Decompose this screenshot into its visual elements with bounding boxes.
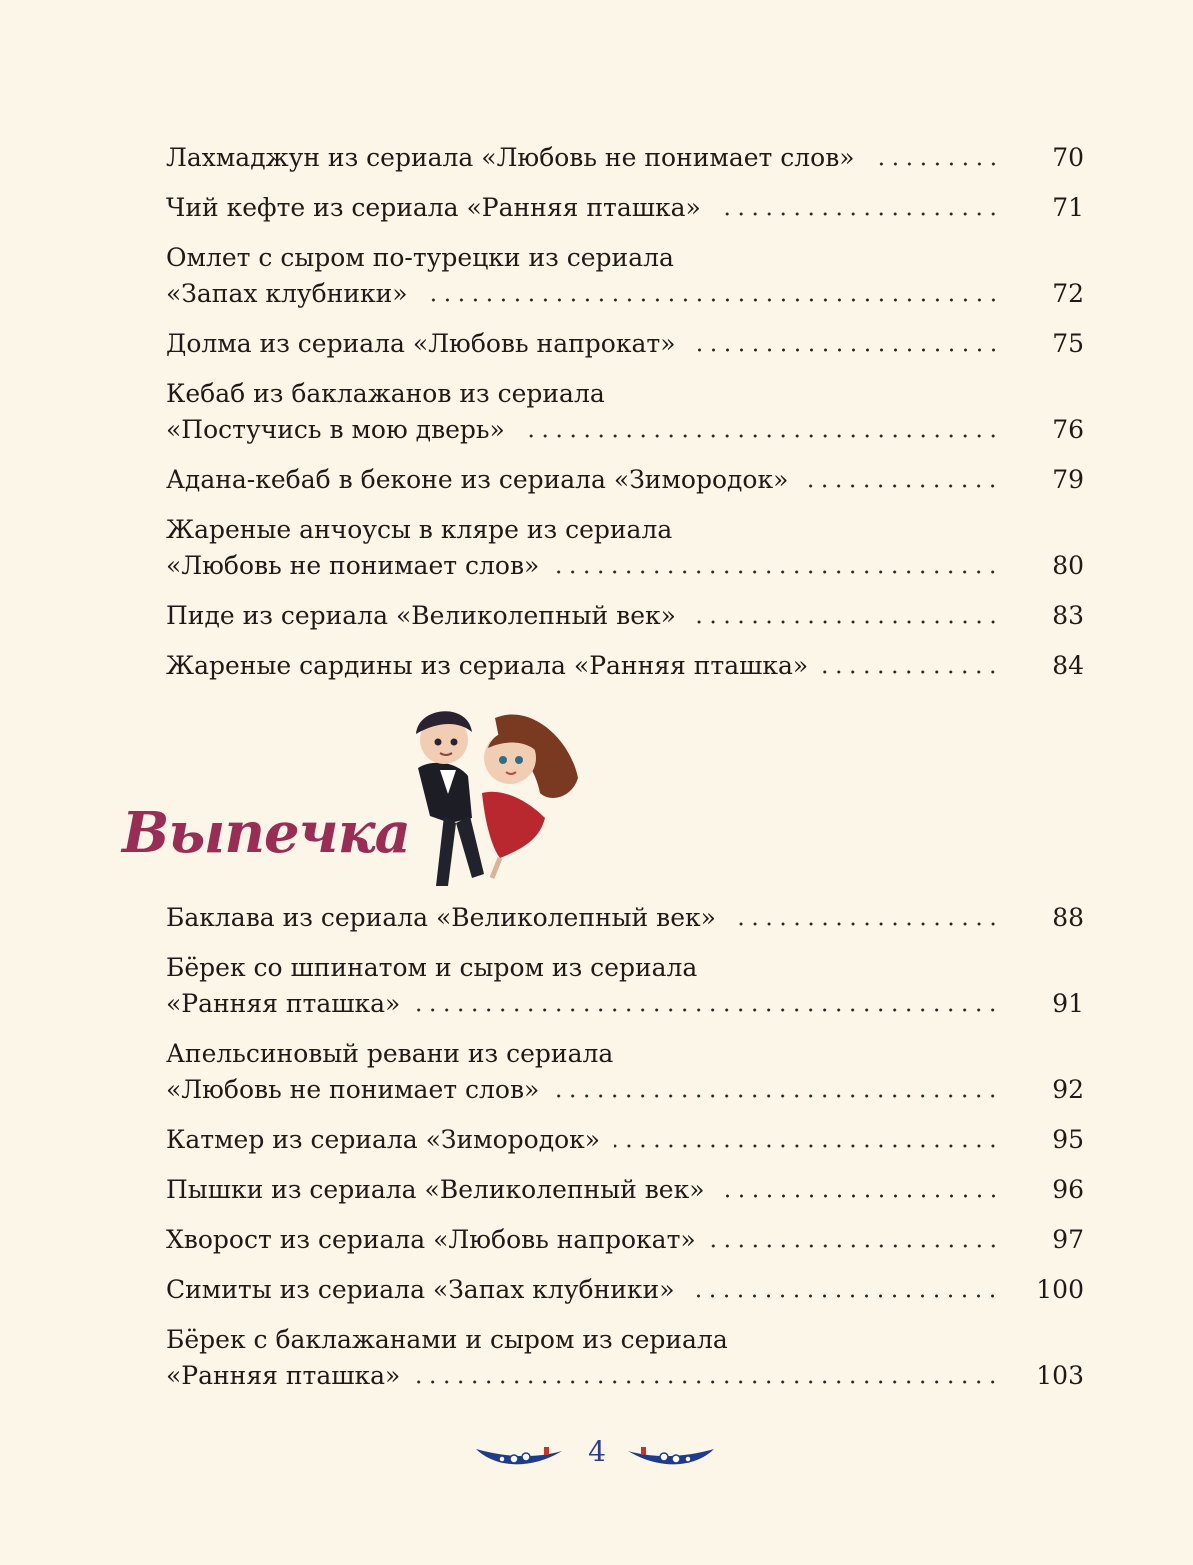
- toc-entry-title: «Любовь не понимает слов»: [166, 551, 540, 580]
- toc-entry-title: Пиде из сериала «Великолепный век»: [166, 601, 676, 630]
- toc-entry: [166, 1272, 1084, 1308]
- left-ornament-icon: [474, 1441, 566, 1471]
- toc-entry: [166, 512, 1084, 584]
- toc-entry-page: 71: [1052, 193, 1084, 222]
- dot-leader: [688, 1294, 1000, 1298]
- toc-entry: [166, 190, 1084, 226]
- toc-entry: [166, 900, 1084, 936]
- toc-entry-page: 83: [1052, 601, 1084, 630]
- toc-entry: [166, 326, 1084, 362]
- toc-entry-page: 84: [1052, 651, 1084, 680]
- toc-entry-title: Катмер из сериала «Зимородок»: [166, 1125, 601, 1154]
- toc-entry-title: Адана-кебаб в беконе из сериала «Зимородок»: [166, 465, 789, 494]
- toc-entry: [166, 140, 1084, 176]
- right-ornament-icon: [624, 1441, 716, 1471]
- toc-entry-page: 72: [1052, 279, 1084, 308]
- toc-entry-title: «Ранняя пташка»: [166, 1361, 401, 1390]
- dot-leader: [730, 922, 1000, 926]
- section-title: Выпечка: [122, 800, 410, 866]
- toc-entry: [166, 1172, 1084, 1208]
- toc-entry: [166, 1222, 1084, 1258]
- toc-entry-title: Пышки из сериала «Великолепный век»: [166, 1175, 705, 1204]
- toc-list-top: [166, 140, 1084, 698]
- dot-leader: [553, 1094, 1000, 1098]
- toc-entry-title: Жареные анчоусы в кляре из сериала: [166, 515, 673, 544]
- toc-entry-page: 91: [1052, 989, 1084, 1018]
- toc-entry-title: Бёрек со шпинатом и сыром из сериала: [166, 953, 698, 982]
- page-footer: [0, 1435, 1193, 1475]
- dot-leader: [719, 1194, 1000, 1198]
- page-number: 4: [588, 1435, 606, 1468]
- toc-entry-page: 95: [1052, 1125, 1084, 1154]
- dot-leader: [553, 570, 1000, 574]
- dancing-couple-illustration: [400, 698, 590, 894]
- toc-entry-page: 70: [1052, 143, 1084, 172]
- toc-entry-page: 92: [1052, 1075, 1084, 1104]
- dot-leader: [614, 1144, 1000, 1148]
- toc-list-bottom: [166, 900, 1084, 1408]
- toc-entry-title: Лахмаджун из сериала «Любовь не понимает слов»: [166, 143, 855, 172]
- dot-leader: [519, 434, 1000, 438]
- dot-leader: [422, 298, 1000, 302]
- toc-entry-title: Омлет с сыром по-турецки из сериала: [166, 243, 674, 272]
- toc-entry: [166, 240, 1084, 312]
- toc-entry-title: Симиты из сериала «Запах клубники»: [166, 1275, 675, 1304]
- toc-entry-page: 96: [1052, 1175, 1084, 1204]
- toc-entry-title: Кебаб из баклажанов из сериала: [166, 379, 605, 408]
- dot-leader: [414, 1380, 1000, 1384]
- toc-entry-title: «Любовь не понимает слов»: [166, 1075, 540, 1104]
- toc-entry-title: Жареные сардины из сериала «Ранняя пташка»: [166, 651, 809, 680]
- toc-entry: [166, 598, 1084, 634]
- toc-entry-page: 88: [1052, 903, 1084, 932]
- toc-entry: [166, 376, 1084, 448]
- toc-entry-title: «Постучись в мою дверь»: [166, 415, 505, 444]
- toc-entry-page: 79: [1052, 465, 1084, 494]
- dot-leader: [869, 162, 1000, 166]
- dot-leader: [710, 1244, 1000, 1248]
- toc-entry: [166, 1122, 1084, 1158]
- toc-entry-title: Апельсиновый ревани из сериала: [166, 1039, 614, 1068]
- toc-entry-title: Хворост из сериала «Любовь напрокат»: [166, 1225, 696, 1254]
- toc-entry-page: 76: [1052, 415, 1084, 444]
- toc-entry-title: «Ранняя пташка»: [166, 989, 401, 1018]
- dot-leader: [690, 620, 1000, 624]
- toc-entry-page: 80: [1052, 551, 1084, 580]
- toc-entry-page: 100: [1036, 1275, 1084, 1304]
- toc-entry-title: Бёрек с баклажанами и сыром из сериала: [166, 1325, 728, 1354]
- toc-entry-page: 75: [1052, 329, 1084, 358]
- toc-entry-title: Долма из сериала «Любовь напрокат»: [166, 329, 676, 358]
- toc-entry-title: Баклава из сериала «Великолепный век»: [166, 903, 716, 932]
- toc-entry: [166, 462, 1084, 498]
- dot-leader: [822, 670, 1000, 674]
- dot-leader: [802, 484, 1000, 488]
- toc-entry: [166, 950, 1084, 1022]
- dot-leader: [414, 1008, 1000, 1012]
- toc-entry-page: 97: [1052, 1225, 1084, 1254]
- toc-entry: [166, 1322, 1084, 1394]
- toc-entry-title: Чий кефте из сериала «Ранняя пташка»: [166, 193, 701, 222]
- dot-leader: [690, 348, 1001, 352]
- toc-entry-page: 103: [1036, 1361, 1084, 1390]
- toc-entry-title: «Запах клубники»: [166, 279, 408, 308]
- dot-leader: [715, 212, 1000, 216]
- toc-entry: [166, 648, 1084, 684]
- toc-entry: [166, 1036, 1084, 1108]
